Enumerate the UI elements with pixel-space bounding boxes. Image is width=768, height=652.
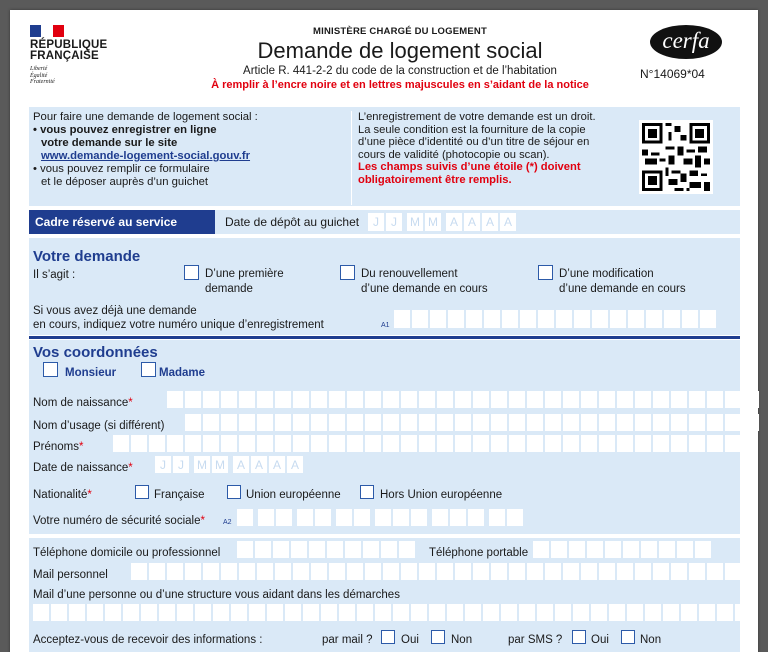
- mobile-input[interactable]: [533, 541, 711, 558]
- birth-name-label: Nom de naissance*: [33, 397, 133, 409]
- sms-oui-checkbox[interactable]: [572, 630, 586, 644]
- modification-checkbox[interactable]: [538, 265, 553, 280]
- birth-date-input[interactable]: J J M M A A A A: [155, 456, 303, 473]
- website-link[interactable]: www.demande-logement-social.gouv.fr: [41, 150, 251, 162]
- legal-article: Article R. 441-2-2 du code de la construction et de l’habitation: [243, 65, 557, 77]
- qr-code-icon: [639, 120, 713, 194]
- nationality-hors-ue-checkbox[interactable]: [360, 485, 374, 499]
- personal-email-input[interactable]: [131, 563, 741, 580]
- first-names-input[interactable]: [113, 435, 741, 452]
- madame-checkbox[interactable]: [141, 362, 156, 377]
- request-number-label: Si vous avez déjà une demande en cours, indiquez votre numéro unique d’enregistrement: [33, 305, 324, 331]
- republique-francaise-logo: RÉPUBLIQUE FRANÇAISE Liberté Égalité Fraternité: [30, 25, 107, 86]
- mail-oui-checkbox[interactable]: [381, 630, 395, 644]
- birth-date-label: Date de naissance*: [33, 462, 133, 474]
- modification-label: D’une modification d’une demande en cours: [559, 268, 686, 295]
- section-divider: [29, 336, 740, 339]
- service-reserved-label: Cadre réservé au service: [29, 210, 215, 234]
- monsieur-checkbox[interactable]: [43, 362, 58, 377]
- first-request-label: D’une première demande: [205, 268, 284, 295]
- section-heading-demande: Votre demande: [33, 248, 141, 265]
- nationality-ue-checkbox[interactable]: [227, 485, 241, 499]
- social-security-label: Votre numéro de sécurité sociale*: [33, 515, 205, 527]
- usage-name-input[interactable]: [185, 414, 759, 431]
- cerfa-logo: cerfa: [650, 25, 722, 59]
- page-title: Demande de logement social: [257, 38, 543, 63]
- madame-label: Madame: [159, 367, 206, 379]
- helper-email-input[interactable]: [33, 604, 751, 621]
- helper-email-label: Mail d’une personne ou d’une structure vous aidant dans les démarches: [33, 589, 400, 601]
- personal-email-label: Mail personnel: [33, 569, 108, 581]
- service-reserved-frame: [29, 210, 740, 234]
- landline-label: Téléphone domicile ou professionnel: [33, 547, 221, 559]
- birth-name-input[interactable]: [167, 391, 759, 408]
- usage-name-label: Nom d’usage (si différent): [33, 420, 165, 432]
- flag-icon: [30, 25, 64, 37]
- section-contact: Téléphone domicile ou professionnel Téléphone portable Mail personnel Mail d’une personne ou d’une structure vous aidant dans les démarches Acceptez-vous de recevoir des informations : par mail ? Oui Non par SMS ? Oui Non: [29, 538, 740, 652]
- deposit-date-label: Date de dépôt au guichet: [225, 215, 360, 229]
- ministry-name: MINISTÈRE CHARGÉ DU LOGEMENT: [313, 26, 487, 37]
- first-request-checkbox[interactable]: [184, 265, 199, 280]
- accept-info-label: Acceptez-vous de recevoir des informations :: [33, 634, 263, 646]
- section-coordonnees: Vos coordonnées Monsieur Madame Nom de naissance* Nom d’usage (si différent) Prénoms* Date de naissance* J J M M A A A A Nationalité* Française Union européenne Hors Union européenne Votre numéro de sécurité sociale* A2: [29, 340, 740, 534]
- renewal-checkbox[interactable]: [340, 265, 355, 280]
- request-number-input[interactable]: [394, 310, 716, 328]
- section-heading-coordonnees: Vos coordonnées: [33, 344, 158, 361]
- info-right: L’enregistrement de votre demande est un droit. La seule condition est la fourniture de la copie d’une pièce d’identité ou d’un titre de séjour en cours de validité (photocopie ou scan). Les champs suivis d’une étoile (*) doivent obligatoirement être remplis.: [351, 111, 616, 205]
- form-header: [160, 26, 640, 91]
- landline-input[interactable]: [237, 541, 415, 558]
- social-security-input[interactable]: [237, 509, 523, 526]
- nationality-label: Nationalité*: [33, 489, 92, 501]
- section-demande: Votre demande Il s’agit : D’une première demande Du renouvellement d’une demande en cours D’une modification d’une demande en cours Si vous avez déjà une demande en cours, indiquez votre numéro unique d’enregistrement A1: [29, 238, 740, 335]
- deposit-date-input[interactable]: J J M M A A A A: [368, 213, 516, 231]
- info-box: [29, 107, 740, 206]
- monsieur-label: Monsieur: [65, 367, 117, 379]
- sms-non-checkbox[interactable]: [621, 630, 635, 644]
- renewal-label: Du renouvellement d’une demande en cours: [361, 268, 488, 295]
- fill-notice: À remplir à l’encre noire et en lettres majuscules en s’aidant de la notice: [211, 79, 589, 91]
- cerfa-number: N°14069*04: [640, 67, 705, 81]
- nationality-fr-checkbox[interactable]: [135, 485, 149, 499]
- mail-non-checkbox[interactable]: [431, 630, 445, 644]
- info-left: Pour faire une demande de logement social : • vous pouvez enregistrer en ligne votre demande sur le site www.demande-logement-social.gouv.fr • vous pouvez remplir ce formulaire et le déposer auprès d’un guichet: [33, 111, 343, 189]
- first-names-label: Prénoms*: [33, 441, 84, 453]
- mobile-label: Téléphone portable: [429, 547, 529, 559]
